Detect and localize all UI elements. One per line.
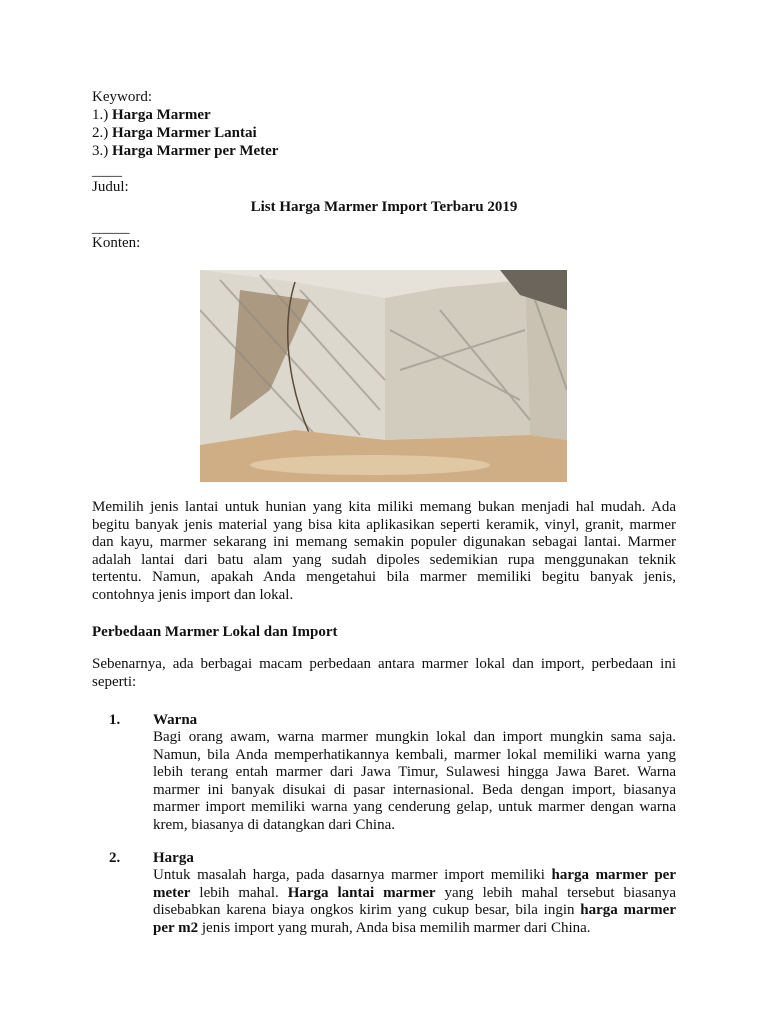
keyword-item: 3.) Harga Marmer per Meter [92, 143, 279, 159]
list-number: 2. [109, 850, 121, 866]
separator: ____ [92, 163, 122, 179]
list-item-title: Harga [153, 850, 194, 866]
article-title: List Harga Marmer Import Terbaru 2019 [250, 199, 518, 215]
list-number: 1. [109, 712, 121, 728]
separator: _____ [92, 220, 130, 236]
list-item-body: Bagi orang awam, warna marmer mungkin lokal dan import mungkin sama saja. Namun, bila Anda memperhatikannya kembali, marmer lokal memiliki warna yang lebih terang entah marmer dari Jawa Timur, Sulawesi hingga Jawa Baret. Warna marmer ini banyak disukai di pasar internasional. Beda dengan import, biasanya marmer import memiliki warna yang cenderung gelap, untuk marmer dengan warna krem, biasanya di datangkan dari China. [153, 729, 676, 833]
sebenarnya-paragraph: Sebenarnya, ada berbagai macam perbedaan antara marmer lokal dan import, perbedaan ini seperti: [92, 656, 676, 690]
marble-quarry-photo [200, 270, 567, 482]
konten-label: Konten: [92, 235, 141, 251]
keyword-item: 1.) Harga Marmer [92, 107, 211, 123]
keyword-label: Keyword: [92, 89, 152, 105]
list-item-title: Warna [153, 712, 198, 728]
section-heading: Perbedaan Marmer Lokal dan Import [92, 624, 338, 640]
list-item-body: Untuk masalah harga, pada dasarnya marmer import memiliki harga marmer per meter lebih mahal. Harga lantai marmer yang lebih mahal tersebut biasanya disebabkan karena biaya ongkos kirim yang cukup besar, bila ingin harga marmer per m2 jenis import yang murah, Anda bisa memilih marmer dari China. [153, 867, 676, 936]
judul-label: Judul: [92, 179, 129, 195]
keyword-item: 2.) Harga Marmer Lantai [92, 125, 257, 141]
intro-paragraph: Memilih jenis lantai untuk hunian yang kita miliki memang bukan menjadi hal mudah. Ada begitu banyak jenis material yang bisa kita aplikasikan seperti keramik, vinyl, granit, marmer dan kayu, marmer sekarang ini memang semakin populer digunakan sebagai lantai. Marmer adalah lantai dari batu alam yang sudah dipoles sedemikian rupa menggunakan teknik tertentu. Namun, apakah Anda mengetahui bila marmer memiliki begitu banyak jenis, contohnya jenis import dan lokal. [92, 499, 676, 603]
